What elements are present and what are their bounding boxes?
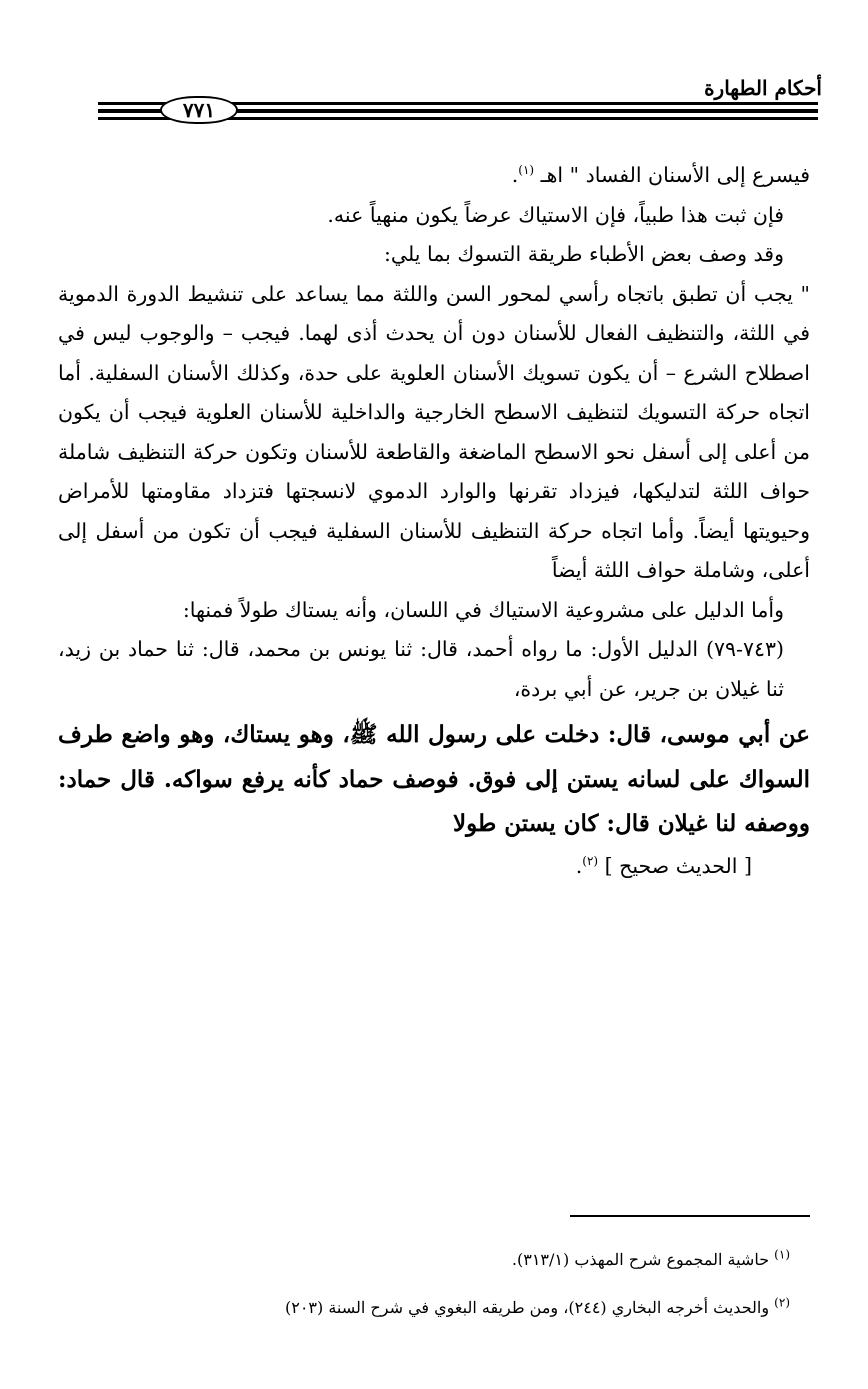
paragraph: وأما الدليل على مشروعية الاستياك في اللسان، وأنه يستاك طولاً فمنها:	[182, 597, 784, 622]
paragraph	[58, 156, 810, 196]
footnote	[58, 1236, 810, 1284]
footnote-separator	[570, 1215, 810, 1217]
paragraph-text: فيسرع إلى الأسنان الفساد " اهـ	[534, 163, 810, 187]
footnote-text: والحديث أخرجه البخاري (٢٤٤)، ومن طريقه البغوي في شرح السنة (٢٠٣)	[284, 1298, 775, 1317]
footnote-text: حاشية المجموع شرح المهذب (٣١٣/١).	[511, 1250, 775, 1269]
footnote-marker: (١)	[774, 1247, 790, 1262]
footnote-ref: (١)	[518, 163, 535, 178]
paragraph: فإن ثبت هذا طبياً، فإن الاستياك عرضاً يكون منهياً عنه.	[327, 202, 784, 227]
hadith-text: عن أبي موسى، قال: دخلت على رسول الله ﷺ، وهو يستاك، وهو واضع طرف السواك على لسانه يستن إلى فوق. فوصف حماد كأنه يرفع سواكه. قال حماد: ووصفه لنا غيلان قال: كان يستن طولا	[58, 721, 810, 837]
grade-text: [ الحديث صحيح ]	[598, 853, 752, 878]
footnote	[58, 1284, 810, 1332]
quote-paragraph: " يجب أن تطبق باتجاه رأسي لمحور السن واللثة مما يساعد على تنشيط الدورة الدموية في اللثة، والتنظيف الفعال للأسنان دون أن يحدث أذى لهما. فيجب – والوجوب ليس في اصطلاح الشرع – أن يكون تسويك الأسنان العلوية على حدة، وكذلك الأسنان السفلية. أما اتجاه حركة التسويك لتنظيف الاسطح الخارجية والداخلية للأسنان العلوية فيجب أن يكون من أعلى إلى أسفل نحو الاسطح الماضغة والقاطعة للأسنان وتكون حركة التنظيف شاملة حواف اللثة لتدليكها، فيزداد تقرنها والوارد الدموي لانسجتها فتزداد مقاومتها للأمراض وحيويتها أيضاً. وأما اتجاه حركة التنظيف للأسنان السفلية فيجب أن تكون من أسفل إلى أعلى، وشاملة حواف اللثة أيضاً	[58, 281, 810, 582]
body-text	[58, 156, 810, 886]
footnote-marker: (٢)	[774, 1295, 790, 1310]
grade-text: .	[575, 853, 583, 878]
footnote-ref: (٢)	[582, 853, 599, 868]
paragraph-text: .	[511, 163, 519, 187]
isnad-paragraph: (٧٤٣-٧٩) الدليل الأول: ما رواه أحمد، قال: ثنا يونس بن محمد، قال: ثنا حماد بن زيد، ثنا غيلان بن جرير، عن أبي بردة،	[58, 637, 784, 701]
running-title: أحكام الطهارة	[704, 76, 822, 100]
page-number: ٧٧١	[160, 96, 238, 124]
hadith-grade	[58, 847, 810, 887]
paragraph: وقد وصف بعض الأطباء طريقة التسوك بما يلي:	[384, 242, 784, 266]
footnotes	[58, 1236, 810, 1332]
